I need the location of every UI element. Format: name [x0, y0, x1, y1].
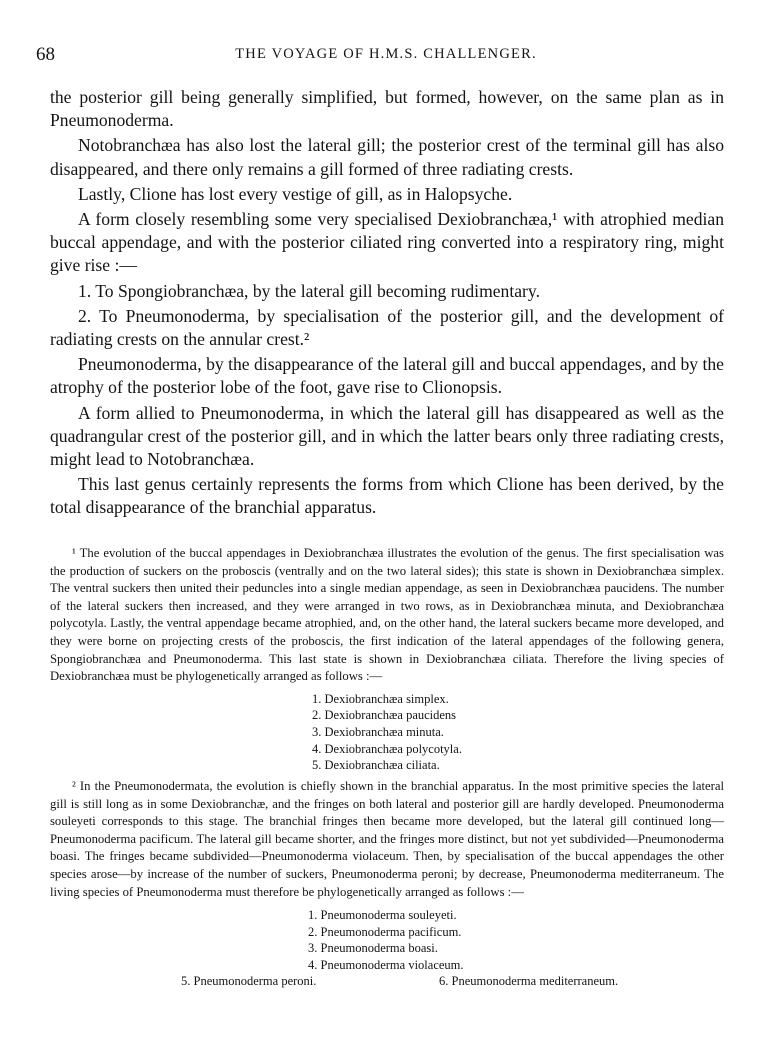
- body-paragraph: Lastly, Clione has lost every vestige of gill, as in Halopsyche.: [78, 183, 513, 204]
- species-list: [312, 691, 724, 774]
- list-item: 3. Pneumonoderma boasi.: [308, 941, 438, 956]
- body-paragraph: 1. To Spongiobranchæa, by the lateral gill becoming rudimentary.: [78, 280, 540, 301]
- list-item: 3. Dexiobranchæa minuta.: [312, 724, 444, 739]
- list-item: 1. Dexiobranchæa simplex.: [312, 691, 449, 706]
- page-header: [36, 44, 736, 66]
- running-title: THE VOYAGE OF H.M.S. CHALLENGER.: [235, 46, 537, 62]
- page-number: 68: [36, 44, 55, 65]
- list-item: 1. Pneumonoderma souleyeti.: [308, 908, 457, 923]
- body-paragraph: This last genus certainly represents the forms from which Clione has been derived, by the total disappearance of the branchial apparatus.: [50, 474, 724, 518]
- footnote-2: [50, 778, 724, 991]
- body-text: [50, 86, 724, 520]
- list-item: 4. Pneumonoderma violaceum.: [308, 957, 464, 972]
- list-item: 5. Pneumonoderma peroni.: [181, 973, 317, 988]
- footnote-1: [50, 545, 724, 774]
- list-item: 2. Dexiobranchæa paucidens: [312, 708, 457, 723]
- list-item: 6. Pneumonoderma mediterraneum.: [439, 973, 619, 988]
- footnote-text: ¹ The evolution of the buccal appendages in Dexiobranchæa illustrates the evolution of the genus. The first specialisation was the production of suckers on the proboscis (ventrally and on the two lateral sides); this state is shown in Dexiobranchæa simplex. The ventral suckers then united their peduncles into a single median appendage, as seen in Dexiobranchæa paucidens. The number of the lateral suckers then increased, and they were arranged in two rows, as in Dexiobranchæa minuta, and Dexiobranchæa polycotyla. Lastly, the ventral appendage became atrophied, and, on the other hand, the lateral suckers became more developed, and they were borne on projecting crests of the proboscis, the first indication of the lateral appendages of the following genera, Spongiobranchæa and Pneumonoderma. This last state is shown in Dexiobranchæa ciliata. Therefore the living species of Dexiobranchæa must be phylogenetically arranged as follows :—: [50, 546, 724, 684]
- body-paragraph: Pneumonoderma, by the disappearance of the lateral gill and buccal appendages, and by the atrophy of the posterior lobe of the foot, gave rise to Clionopsis.: [50, 354, 724, 398]
- species-list-last-row: [50, 974, 724, 991]
- footnote-text: ² In the Pneumonodermata, the evolution is chiefly shown in the branchial apparatus. In the most primitive species the lateral gill is still long as in some Dexiobranchæ, and the fringes on both lateral and posterior gill are hardly developed. Pneumonoderma souleyeti corresponds to this stage. The branchial fringes then became more developed, but the lateral gill continued long—Pneumonoderma pacificum. The lateral gill became shorter, and the fringes more distinct, but not yet subdivided—Pneumonoderma boasi. The fringes became subdivided—Pneumonoderma violaceum. Then, by specialisation of the buccal appendages the other species arose—by increase of the number of suckers, Pneumonoderma peroni; by decrease, Pneumonoderma mediterraneum. The living species of Pneumonoderma must therefore be phylogenetically arranged as follows :—: [50, 779, 724, 899]
- body-paragraph: 2. To Pneumonoderma, by specialisation of the posterior gill, and the development of radiating crests on the annular crest.²: [50, 305, 724, 350]
- list-item: 5. Dexiobranchæa ciliata.: [312, 758, 440, 773]
- body-paragraph: A form allied to Pneumonoderma, in which the lateral gill has disappeared as well as the quadrangular crest of the posterior gill, and in which the latter bears only three radiating crests, might lead to Notobranchæa.: [50, 402, 724, 470]
- body-paragraph: Notobranchæa has also lost the lateral gill; the posterior crest of the terminal gill has also disappeared, and there only remains a gill formed of three radiating crests.: [50, 135, 724, 179]
- species-list: [308, 907, 724, 973]
- body-paragraph: the posterior gill being generally simplified, but formed, however, on the same plan as in Pneumonoderma.: [50, 87, 724, 131]
- list-item: 4. Dexiobranchæa polycotyla.: [312, 741, 462, 756]
- list-item: 2. Pneumonoderma pacificum.: [308, 924, 462, 939]
- body-paragraph: A form closely resembling some very specialised Dexiobranchæa,¹ with atrophied median buccal appendage, and with the posterior ciliated ring converted into a respiratory ring, might give rise :—: [50, 209, 724, 276]
